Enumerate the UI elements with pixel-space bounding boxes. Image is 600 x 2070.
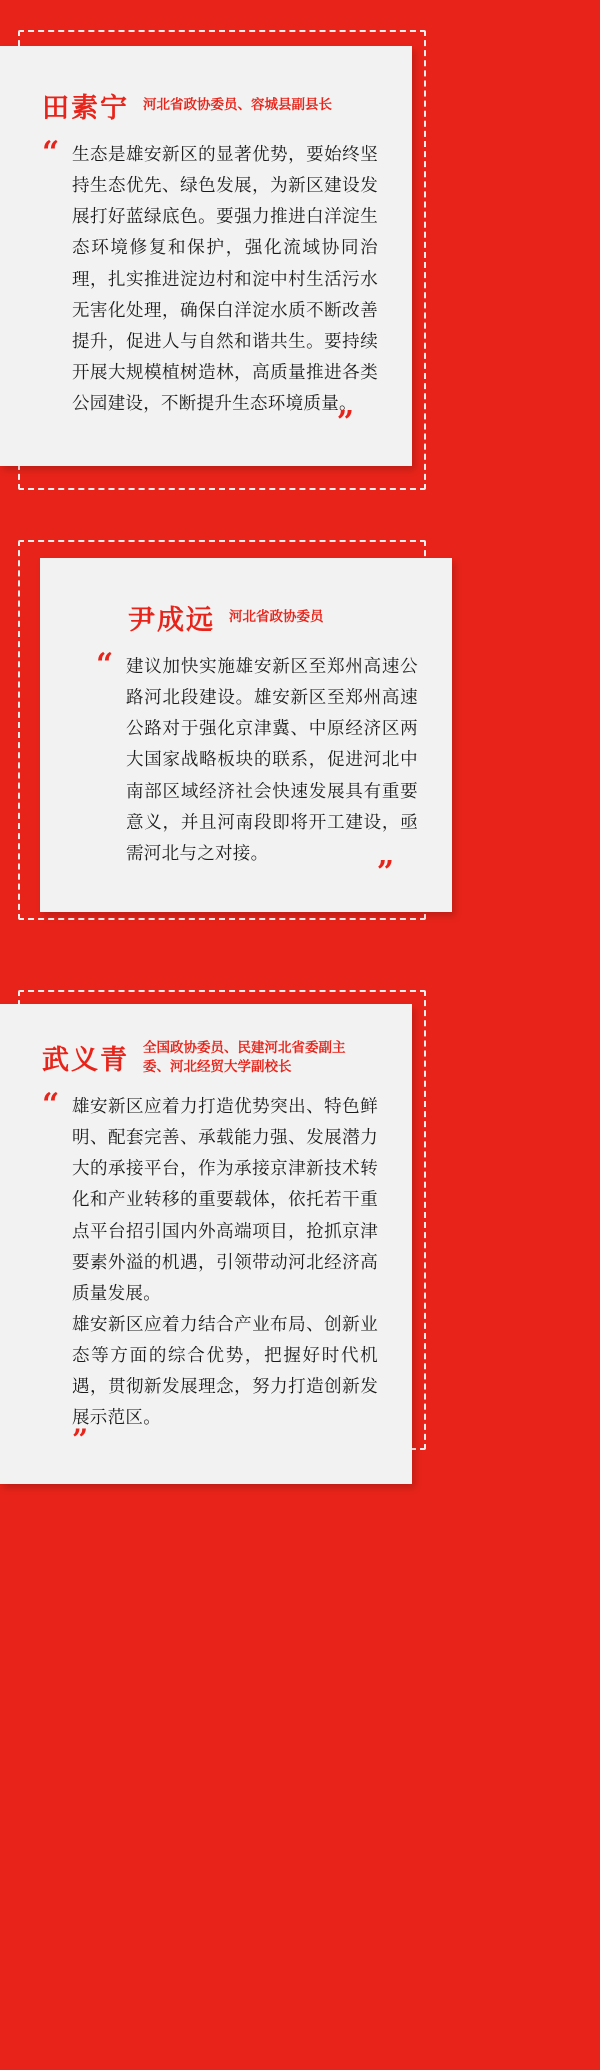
quote-open-icon: “	[42, 135, 60, 170]
speaker-header-3	[42, 1038, 378, 1077]
quote-open-icon: “	[96, 647, 114, 682]
speaker-header-1	[42, 86, 378, 125]
quote-card-2	[40, 558, 452, 912]
quote-paragraph: 雄安新区应着力打造优势突出、特色鲜明、配套完善、承载能力强、发展潜力大的承接平台，作为承接京津新技术转化和产业转移的重要载体，依托若干重点平台招引国内外高端项目，抢抓京津要素外溢的机遇，引领带动河北经济高质量发展。	[72, 1096, 378, 1303]
speaker-title: 全国政协委员、民建河北省委副主委、河北经贸大学副校长	[143, 1040, 346, 1074]
quote-paragraph: 雄安新区应着力结合产业布局、创新业态等方面的综合优势，把握好时代机遇，贯彻新发展理念，努力打造创新发展示范区。	[72, 1313, 378, 1428]
quote-close-icon: ”	[376, 854, 394, 890]
quote-close-icon: ”	[72, 1422, 89, 1456]
quote-paragraph: 建议加快实施雄安新区至郑州高速公路河北段建设。雄安新区至郑州高速公路对于强化京津冀、中原经济区两大国家战略板块的联系，促进河北中南部区域经济社会快速发展具有重要意义，并且河南段即将开工建设，亟需河北与之对接。	[126, 656, 418, 863]
quote-block-3	[0, 990, 600, 1510]
quote-card-3	[0, 1004, 412, 1484]
speaker-name: 田素宁	[42, 93, 129, 123]
quote-body-2	[82, 647, 418, 890]
speaker-header-2	[82, 598, 418, 637]
speaker-name: 尹成远	[128, 605, 215, 635]
quote-body-1	[42, 135, 378, 441]
quote-body-3	[42, 1087, 378, 1456]
quote-paragraph: 生态是雄安新区的显著优势，要始终坚持生态优先、绿色发展，为新区建设发展打好蓝绿底色。要强力推进白洋淀生态环境修复和保护，强化流域协同治理，扎实推进淀边村和淀中村生活污水无害化处理，确保白洋淀水质不断改善提升，促进人与自然和谐共生。要持续开展大规模植树造林，高质量推进各类公园建设，不断提升生态环境质量。	[72, 144, 378, 414]
quote-close-icon: ”	[336, 405, 354, 441]
quote-card-1	[0, 46, 412, 466]
speaker-title: 河北省政协委员、容城县副县长	[143, 97, 332, 113]
speaker-name: 武义青	[42, 1045, 129, 1075]
quote-block-2	[0, 530, 600, 990]
quote-open-icon: “	[42, 1087, 60, 1122]
quote-block-1	[0, 0, 600, 530]
speaker-title: 河北省政协委员	[229, 609, 324, 625]
